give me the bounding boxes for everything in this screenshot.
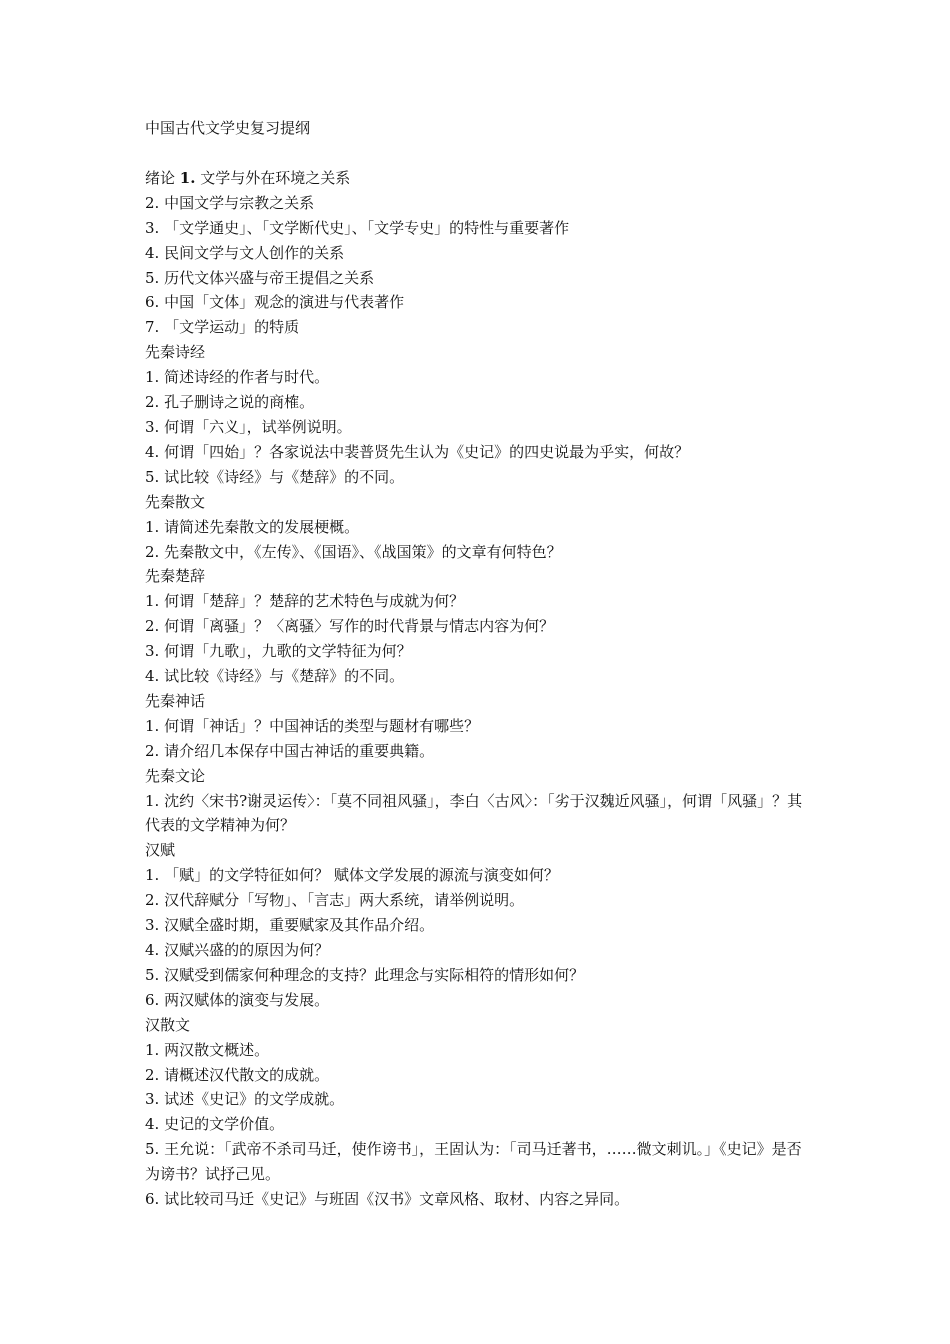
list-item [145, 963, 815, 988]
section-hansanwen-items [145, 1038, 815, 1212]
item-text: 汉赋受到儒家何种理念的支持？此理念与实际相符的情形如何？ [164, 965, 585, 984]
item-text: 请概述汉代散文的成就。 [164, 1065, 330, 1084]
item-text: 何谓「四始」？各家说法中裴普贤先生认为《史记》的四史说最为乎实，何故？ [164, 442, 690, 461]
list-item [145, 266, 815, 291]
spacer [145, 141, 815, 166]
section-heading-hanfu: 汉赋 [145, 841, 176, 860]
item-text: 「赋」的文学特征如何？ 赋体文学发展的源流与演变如何？ [164, 866, 559, 885]
item-number: 2. [145, 393, 160, 412]
list-item [145, 739, 815, 764]
item-number: 4. [145, 667, 160, 686]
item-text: 「文学运动」的特质 [164, 318, 300, 337]
item-text: 先秦散文中，《左传》、《国语》、《战国策》的文章有何特色？ [164, 542, 562, 561]
list-item [145, 913, 815, 938]
item-number: 1. [145, 791, 160, 810]
item-number: 2. [145, 891, 160, 910]
item-number: 1. [145, 716, 160, 735]
item-text: 何谓「楚辞」？楚辞的艺术特色与成就为何？ [164, 592, 465, 611]
item-number: 3. [145, 417, 160, 436]
item-number: 3. [145, 1090, 160, 1109]
list-item [145, 664, 815, 689]
list-item [145, 515, 815, 540]
item-number: 5. [145, 1140, 160, 1159]
item-text: 两汉散文概述。 [164, 1040, 270, 1059]
section-shenhua-items [145, 714, 815, 764]
list-item [145, 390, 815, 415]
list-item [145, 1137, 815, 1187]
item-number: 4. [145, 1115, 160, 1134]
section-hanfu-items [145, 863, 815, 1012]
list-item [145, 315, 815, 340]
document-title: 中国古代文学史复习提纲 [145, 119, 311, 137]
item-text: 汉赋兴盛的的原因为何？ [164, 941, 330, 959]
item-number: 2. [145, 193, 160, 212]
item-number: 6. [145, 990, 160, 1009]
list-item [145, 938, 815, 963]
section-chuci-items [145, 589, 815, 689]
list-item [145, 465, 815, 490]
section-shijing-items [145, 365, 815, 490]
list-item [145, 988, 815, 1013]
list-item [145, 290, 815, 315]
list-item [145, 540, 815, 565]
item-text: 试述《史记》的文学成就。 [164, 1090, 345, 1109]
item-number: 2. [145, 617, 160, 636]
section-wenlun-items [145, 789, 815, 839]
list-item [145, 440, 815, 465]
item-text: 民间文学与文人创作的关系 [164, 243, 345, 262]
item-text: 历代文体兴盛与帝王提倡之关系 [164, 268, 375, 287]
section-intro-items [145, 191, 815, 340]
item-number: 2. [145, 741, 160, 760]
section-heading-wenlun: 先秦文论 [145, 766, 206, 785]
list-item [145, 415, 815, 440]
section-heading-sanwen: 先秦散文 [145, 492, 206, 511]
item-text: 两汉赋体的演变与发展。 [164, 990, 330, 1009]
list-item [145, 863, 815, 888]
list-item [145, 714, 815, 739]
list-item [145, 1087, 815, 1112]
item-text: 请介绍几本保存中国古神话的重要典籍。 [164, 741, 435, 760]
item-text: 文学与外在环境之关系 [200, 168, 351, 187]
item-text: 史记的文学价值。 [164, 1115, 285, 1134]
document-page [145, 116, 815, 1212]
item-number: 3. [145, 916, 160, 935]
item-number: 7. [145, 318, 160, 337]
item-text: 中国文学与宗教之关系 [164, 193, 315, 212]
item-text: 何谓「离骚」？〈离骚〉写作的时代背景与情志内容为何？ [164, 617, 555, 636]
item-text: 汉代辞赋分「写物」、「言志」两大系统，请举例说明。 [164, 891, 525, 910]
item-number: 2. [145, 1065, 160, 1084]
section-heading-shenhua: 先秦神话 [145, 691, 206, 710]
item-number: 2. [145, 542, 160, 561]
list-item [145, 1063, 815, 1088]
item-text: 请简述先秦散文的发展梗概。 [164, 517, 360, 536]
item-number: 5. [145, 467, 160, 486]
item-text: 汉赋全盛时期，重要赋家及其作品介绍。 [164, 916, 435, 935]
item-text: 试比较《诗经》与《楚辞》的不同。 [164, 667, 405, 686]
section-heading-hansanwen: 汉散文 [145, 1015, 191, 1034]
item-number: 5. [145, 965, 160, 984]
item-text: 孔子删诗之说的商榷。 [164, 393, 315, 412]
item-number: 1. [145, 517, 160, 536]
intro-first-line [145, 166, 815, 191]
item-number: 5. [145, 268, 160, 287]
list-item [145, 614, 815, 639]
item-text: 何谓「九歌」，九歌的文学特征为何？ [164, 642, 412, 661]
list-item [145, 789, 815, 839]
item-number: 4. [145, 442, 160, 461]
list-item [145, 241, 815, 266]
item-text: 何谓「神话」？中国神话的类型与题材有哪些？ [164, 716, 480, 735]
section-heading-chuci: 先秦楚辞 [145, 567, 206, 586]
item-text: 简述诗经的作者与时代。 [164, 368, 330, 387]
section-heading-intro: 绪论 [145, 168, 176, 187]
list-item [145, 1187, 815, 1212]
item-number: 1. [145, 866, 160, 885]
list-item [145, 639, 815, 664]
item-number: 1. [145, 592, 160, 611]
section-sanwen-items [145, 515, 815, 565]
item-number: 6. [145, 293, 160, 312]
list-item [145, 365, 815, 390]
item-number: 3. [145, 642, 160, 661]
list-item [145, 1112, 815, 1137]
item-number: 6. [145, 1190, 160, 1209]
item-number: 3. [145, 218, 160, 237]
item-text: 沈约〈宋书?谢灵运传〉：「莫不同祖风骚」，李白〈古风〉：「劣于汉魏近风骚」，何谓「风骚」？其代表的文学精神为何？ [145, 791, 803, 835]
item-number: 4. [145, 941, 160, 959]
item-number: 1. [145, 368, 160, 387]
item-number: 4. [145, 243, 160, 262]
item-text: 「文学通史」、「文学断代史」、「文学专史」的特性与重要著作 [164, 218, 570, 237]
item-text: 何谓「六义」，试举例说明。 [164, 417, 352, 436]
item-number: 1. [145, 1040, 160, 1059]
list-item [145, 589, 815, 614]
list-item [145, 1038, 815, 1063]
item-text: 中国「文体」观念的演进与代表著作 [164, 293, 405, 312]
list-item [145, 888, 815, 913]
item-number: 1. [179, 168, 196, 187]
section-heading-shijing: 先秦诗经 [145, 343, 206, 362]
item-text: 试比较《诗经》与《楚辞》的不同。 [164, 467, 405, 486]
item-text: 试比较司马迁《史记》与班固《汉书》文章风格、取材、内容之异同。 [164, 1190, 630, 1209]
item-text: 王允说：「武帝不杀司马迁，使作谤书」，王固认为：「司马迁著书，……微文刺讥。」《史记》是否为谤书？试抒己见。 [145, 1140, 802, 1184]
list-item [145, 191, 815, 216]
list-item [145, 216, 815, 241]
